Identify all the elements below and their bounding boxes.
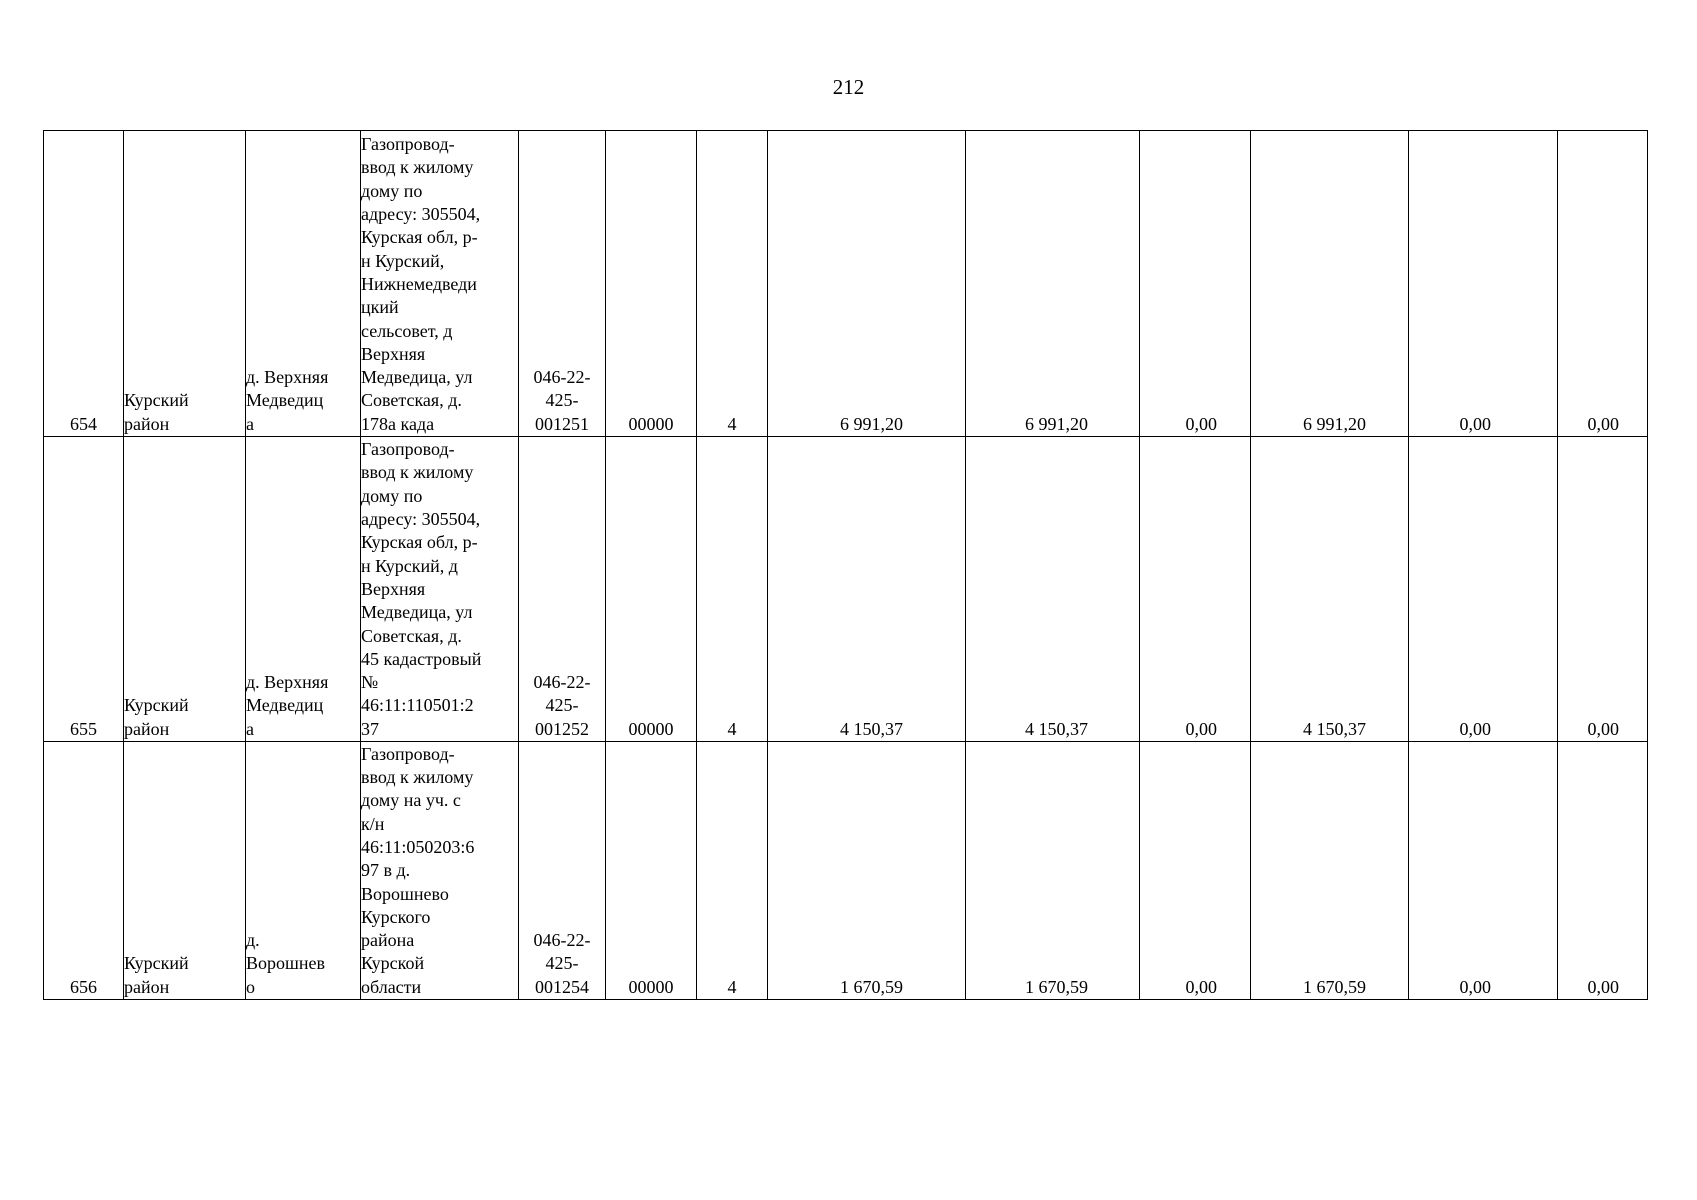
table-row xyxy=(44,742,1648,1000)
description-line: Газопровод- xyxy=(361,439,455,460)
description-line: н Курский, xyxy=(361,250,445,271)
registry-code-line: 425- xyxy=(545,390,579,411)
amount-cell: 1 670,59 xyxy=(966,742,1140,1000)
description-line: Советская, д. xyxy=(361,390,462,411)
locality-cell xyxy=(246,131,361,437)
registry-code-line: 425- xyxy=(545,695,579,716)
description-line: ввод к жилому xyxy=(361,462,474,483)
description-line: Верхняя xyxy=(361,578,426,599)
quantity-cell: 4 xyxy=(697,742,768,1000)
description-line: 178а када xyxy=(361,413,435,434)
amount-cell: 4 150,37 xyxy=(966,437,1140,742)
description-line: адресу: 305504, xyxy=(361,509,481,530)
description-line: Газопровод- xyxy=(361,134,455,155)
description-line: 46:11:050203:6 xyxy=(361,836,475,857)
description-line: области xyxy=(361,976,422,997)
description-line: Курская обл, р- xyxy=(361,227,478,248)
amount-cell: 0,00 xyxy=(1409,131,1558,437)
locality-cell xyxy=(246,437,361,742)
description-line: 97 в д. xyxy=(361,860,411,881)
registry-code-cell xyxy=(519,437,606,742)
amount-cell: 6 991,20 xyxy=(1251,131,1409,437)
locality-line: Ворошнев xyxy=(246,953,325,974)
registry-code-line: 046-22- xyxy=(533,672,591,693)
locality-line: а xyxy=(246,413,254,434)
description-line: Медведица, ул xyxy=(361,602,473,623)
row-number-cell: 655 xyxy=(44,437,124,742)
district-line: район xyxy=(124,413,170,434)
kind-code-cell: 00000 xyxy=(606,437,697,742)
registry-code-line: 001252 xyxy=(535,718,589,739)
locality-line: д. Верхняя xyxy=(246,367,329,388)
description-line: Советская, д. xyxy=(361,625,462,646)
district-line: Курский xyxy=(124,953,189,974)
registry-code-line: 001254 xyxy=(535,976,589,997)
amount-cell: 4 150,37 xyxy=(1251,437,1409,742)
description-cell xyxy=(361,131,519,437)
description-line: 46:11:110501:2 xyxy=(361,695,474,716)
description-line: района xyxy=(361,930,415,951)
description-line: 37 xyxy=(361,718,379,739)
registry-code-cell xyxy=(519,742,606,1000)
amount-cell: 6 991,20 xyxy=(966,131,1140,437)
kind-code-cell: 00000 xyxy=(606,131,697,437)
description-line: Курского xyxy=(361,906,431,927)
description-line: дому на уч. с xyxy=(361,790,461,811)
page-number: 212 xyxy=(832,75,865,99)
amount-cell: 0,00 xyxy=(1140,437,1251,742)
description-line: Ворошнево xyxy=(361,883,449,904)
registry-code-line: 046-22- xyxy=(533,367,591,388)
amount-cell: 0,00 xyxy=(1140,742,1251,1000)
description-cell xyxy=(361,437,519,742)
locality-cell xyxy=(246,742,361,1000)
locality-line: о xyxy=(246,976,255,997)
district-cell xyxy=(124,131,246,437)
registry-code-line: 001251 xyxy=(535,413,589,434)
description-line: Курская обл, р- xyxy=(361,532,478,553)
amount-cell: 6 991,20 xyxy=(768,131,966,437)
row-number-cell: 656 xyxy=(44,742,124,1000)
amount-cell: 0,00 xyxy=(1558,437,1648,742)
district-line: Курский xyxy=(124,390,189,411)
description-line: Верхняя xyxy=(361,343,426,364)
quantity-cell: 4 xyxy=(697,437,768,742)
description-line: Нижнемедведи xyxy=(361,273,477,294)
quantity-cell: 4 xyxy=(697,131,768,437)
amount-cell: 1 670,59 xyxy=(768,742,966,1000)
district-cell xyxy=(124,437,246,742)
description-line: дому по xyxy=(361,485,423,506)
amount-cell: 0,00 xyxy=(1558,742,1648,1000)
description-line: Газопровод- xyxy=(361,743,455,764)
description-line: адресу: 305504, xyxy=(361,204,481,225)
description-line: цкий xyxy=(361,297,399,318)
description-line: дому по xyxy=(361,180,423,201)
amount-cell: 0,00 xyxy=(1409,742,1558,1000)
district-line: Курский xyxy=(124,695,189,716)
row-number-cell: 654 xyxy=(44,131,124,437)
description-line: н Курский, д xyxy=(361,555,458,576)
registry-code-line: 046-22- xyxy=(533,930,591,951)
registry-code-line: 425- xyxy=(545,953,579,974)
description-line: ввод к жилому xyxy=(361,767,474,788)
table-row xyxy=(44,131,1648,437)
kind-code-cell: 00000 xyxy=(606,742,697,1000)
locality-line: д. xyxy=(246,930,260,951)
amount-cell: 0,00 xyxy=(1140,131,1251,437)
description-line: сельсовет, д xyxy=(361,320,453,341)
district-cell xyxy=(124,742,246,1000)
locality-line: а xyxy=(246,718,254,739)
description-cell xyxy=(361,742,519,1000)
amount-cell: 4 150,37 xyxy=(768,437,966,742)
registry-table xyxy=(43,130,1648,1000)
description-line: Курской xyxy=(361,953,425,974)
description-line: ввод к жилому xyxy=(361,157,474,178)
amount-cell: 0,00 xyxy=(1558,131,1648,437)
table-row xyxy=(44,437,1648,742)
locality-line: Медведиц xyxy=(246,695,324,716)
description-line: № xyxy=(361,672,379,693)
description-line: 45 кадастровый xyxy=(361,648,482,669)
description-line: к/н xyxy=(361,813,385,834)
locality-line: д. Верхняя xyxy=(246,672,329,693)
amount-cell: 1 670,59 xyxy=(1251,742,1409,1000)
district-line: район xyxy=(124,976,170,997)
description-line: Медведица, ул xyxy=(361,367,473,388)
district-line: район xyxy=(124,718,170,739)
registry-code-cell xyxy=(519,131,606,437)
locality-line: Медведиц xyxy=(246,390,324,411)
amount-cell: 0,00 xyxy=(1409,437,1558,742)
